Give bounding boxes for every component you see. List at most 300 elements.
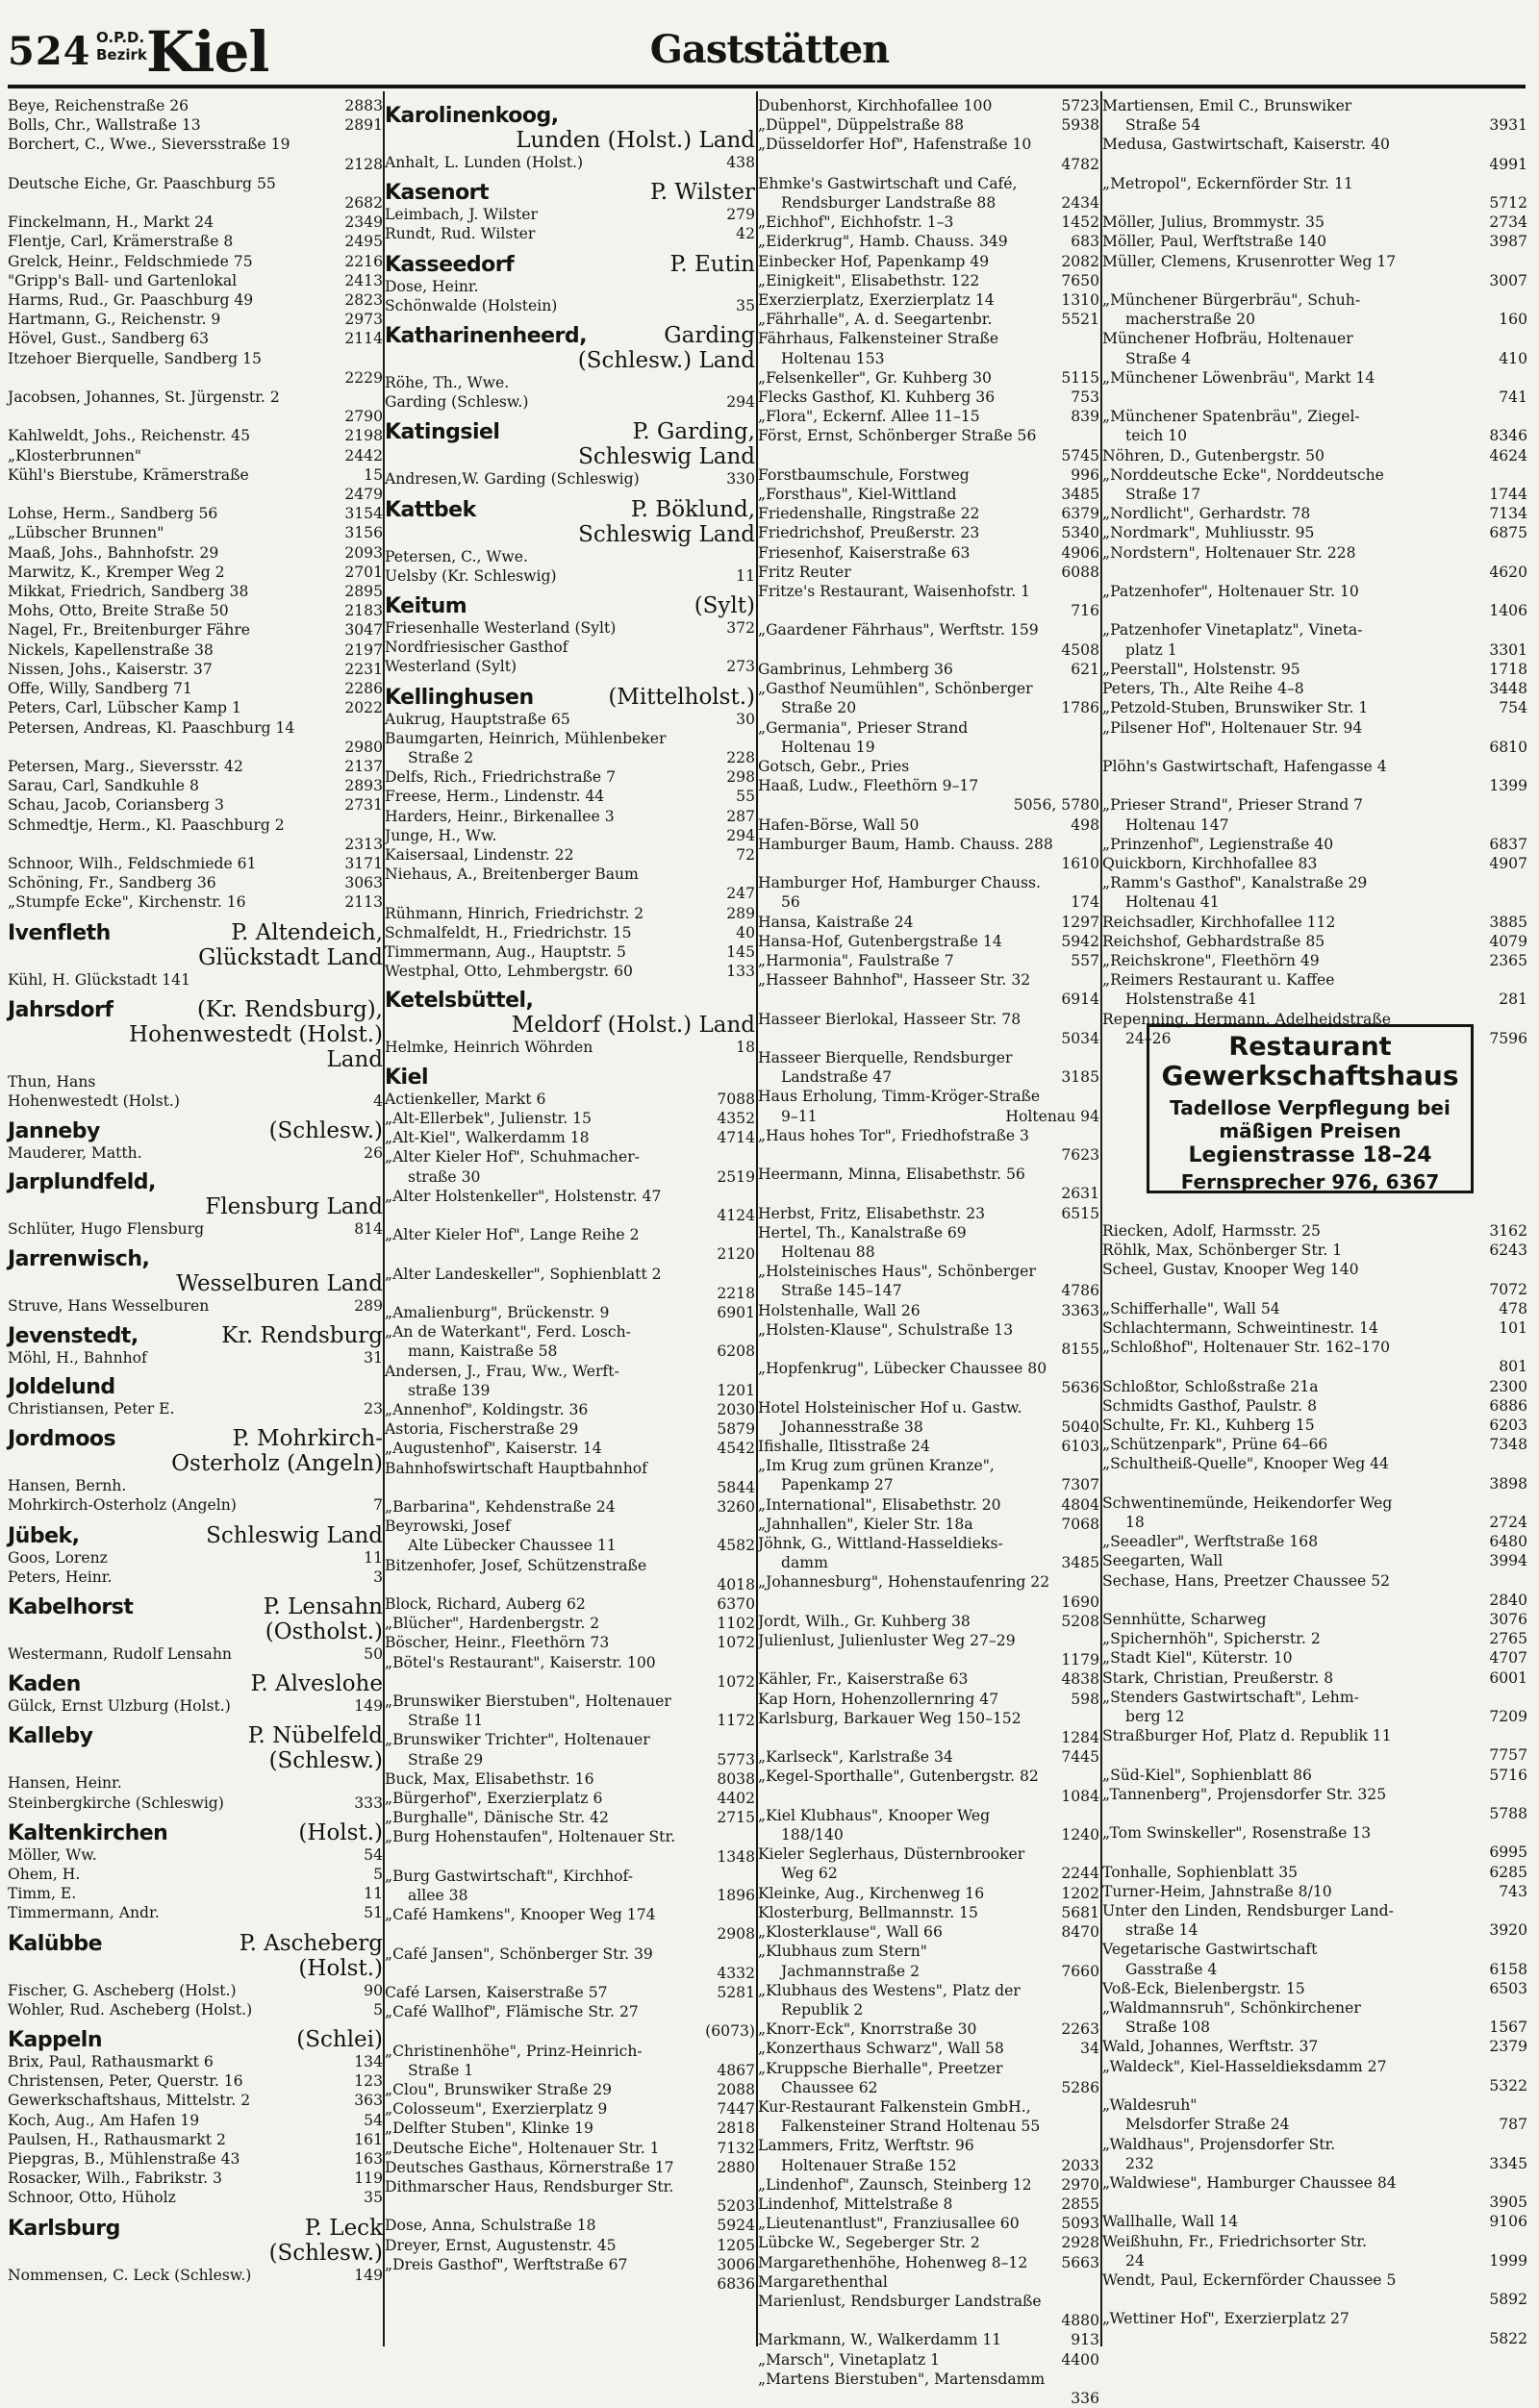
phone-number: 6836 xyxy=(717,2275,755,2294)
entry xyxy=(1102,660,1527,679)
entry-text: Rühmann, Hinrich, Friedrichstr. 2 xyxy=(385,904,644,922)
entry xyxy=(385,392,755,412)
entry-text: Peters, Carl, Lübscher Kamp 1 xyxy=(8,699,241,717)
entry-text: Timmermann, Aug., Hauptstr. 5 xyxy=(385,943,626,962)
phone-number: 1084 xyxy=(1061,1787,1099,1805)
phone-number: 1690 xyxy=(1061,1593,1099,1611)
entry xyxy=(385,1322,755,1342)
entry xyxy=(1102,2309,1527,2328)
entry xyxy=(1102,174,1527,193)
phone-number: 2113 xyxy=(344,893,383,912)
entry xyxy=(1102,1454,1527,1473)
entry xyxy=(8,1696,383,1716)
place-heading xyxy=(8,1523,383,1548)
entry-text: „An de Waterkant", Ferd. Losch- xyxy=(385,1323,631,1342)
entry-text: Friesenhalle Westerland (Sylt) xyxy=(385,619,617,638)
entry-text: Garding (Schlesw.) xyxy=(385,393,529,412)
phone-number: 4018 xyxy=(717,1575,755,1593)
entry xyxy=(385,1653,755,1672)
phone-number: 1452 xyxy=(1061,213,1099,232)
entry-text: Holtenauer Straße 152 xyxy=(781,2156,957,2174)
entry xyxy=(8,1845,383,1865)
phone-number: 4786 xyxy=(1061,1282,1099,1300)
entry-text: Brix, Paul, Rathausmarkt 6 xyxy=(8,2053,214,2070)
entry xyxy=(1102,1532,1527,1551)
entry-text: Westphal, Otto, Lehmbergstr. 60 xyxy=(385,963,633,981)
place-name: Kiel xyxy=(385,1065,429,1090)
entry-text: „Lübscher Brunnen" xyxy=(8,524,164,542)
place-heading xyxy=(385,104,755,128)
entry xyxy=(758,135,1099,154)
phone-number: 7660 xyxy=(1061,1962,1099,1980)
place-heading xyxy=(8,2027,383,2052)
place-subtitle: P. Alveslohe xyxy=(250,1671,383,1697)
phone-number: 3363 xyxy=(1061,1301,1099,1319)
entry-text: Hansa, Kaistraße 24 xyxy=(758,913,914,931)
phone-number: 5712 xyxy=(1489,194,1527,213)
phone-number: 4079 xyxy=(1489,932,1527,950)
phone-number: 1172 xyxy=(717,1712,755,1730)
entry-text: Schnoor, Wilh., Feldschmiede 61 xyxy=(8,854,257,872)
entry-text: Block, Richard, Auberg 62 xyxy=(385,1594,586,1613)
entry xyxy=(385,1692,755,1711)
entry-text: Forstbaumschule, Forstweg xyxy=(758,465,970,484)
phone-number: 557 xyxy=(1071,951,1099,969)
entry xyxy=(385,904,755,923)
entry-text: „Martens Bierstuben", Martensdamm xyxy=(758,2370,1046,2388)
entry-text: Lindenhof, Mittelstraße 8 xyxy=(758,2195,953,2213)
entry xyxy=(385,638,755,657)
ad-heading: Restaurant xyxy=(1228,1032,1392,1062)
entry xyxy=(8,252,383,271)
directory-column-4 xyxy=(1102,96,1527,2351)
entry xyxy=(8,620,383,640)
entry xyxy=(758,2253,1099,2272)
entry xyxy=(1102,407,1527,426)
entry-text: „Im Krug zum grünen Kranze", xyxy=(758,1457,995,1475)
phone-number: 5716 xyxy=(1489,1766,1527,1784)
entry xyxy=(8,213,383,232)
entry-continuation xyxy=(1102,640,1527,660)
phone-number: 134 xyxy=(354,2053,383,2070)
phone-number: 996 xyxy=(1071,465,1099,484)
entry-text: Baumgarten, Heinrich, Mühlenbeker xyxy=(385,729,667,747)
entry xyxy=(385,2002,755,2021)
entry xyxy=(1102,795,1527,815)
phone-number: 6208 xyxy=(717,1342,755,1361)
phone-number: 2908 xyxy=(717,1925,755,1944)
entry-text: „Eiderkrug", Hamb. Chauss. 349 xyxy=(758,233,1008,251)
entry xyxy=(385,1944,755,1964)
entry xyxy=(1102,1823,1527,1843)
ad-tagline-2: mäßigen Preisen xyxy=(1219,1119,1401,1142)
phone-number: 3 xyxy=(373,1568,383,1586)
entry-text: „Münchener Bürgerbräu", Schuh- xyxy=(1102,291,1361,310)
entry-text: Gasstraße 4 xyxy=(1125,1960,1218,1978)
entry-text: „Nordstern", Holtenauer Str. 228 xyxy=(1102,543,1356,562)
phone-number: 5723 xyxy=(1061,97,1099,114)
entry xyxy=(8,1143,383,1163)
place-name: Janneby xyxy=(8,1119,100,1144)
entry-text: „Nordlicht", Gerhardstr. 78 xyxy=(1102,505,1311,523)
phone-number: 5844 xyxy=(717,1478,755,1496)
phone-number: 6158 xyxy=(1489,1960,1527,1978)
entry xyxy=(758,1922,1099,1942)
entry-text: „Eichhof", Eichhofstr. 1–3 xyxy=(758,213,954,232)
entry xyxy=(758,1515,1099,1534)
place-heading xyxy=(8,1671,383,1696)
phone-number: 6810 xyxy=(1489,738,1527,756)
place-name: Karlsburg xyxy=(8,2216,120,2241)
entry xyxy=(8,1773,383,1793)
entry-text: Haus Erholung, Timm-Kröger-Straße xyxy=(758,1088,1041,1106)
entry-text: Möller, Ww. xyxy=(8,1845,97,1864)
phone-number: 1399 xyxy=(1489,777,1527,795)
entry xyxy=(758,1087,1099,1106)
phone-number: 5681 xyxy=(1061,1903,1099,1921)
phone-number: 3931 xyxy=(1489,116,1527,135)
phone-number: 294 xyxy=(726,393,755,412)
entry-continuation xyxy=(1102,115,1527,135)
phone-number: 3920 xyxy=(1489,1921,1527,1940)
phone-number: 2120 xyxy=(717,1245,755,1264)
entry-text: „Klubhaus zum Stern" xyxy=(758,1943,927,1961)
place-heading xyxy=(385,419,755,444)
phone-number: 3994 xyxy=(1489,1552,1527,1570)
phone-number: 598 xyxy=(1071,1690,1099,1708)
phone-number: 5281 xyxy=(717,1984,755,2002)
entry xyxy=(385,1730,755,1749)
entry-text: „Blücher", Hardenbergstr. 2 xyxy=(385,1615,600,1633)
phone-number: 5938 xyxy=(1061,116,1099,135)
phone-number: 2818 xyxy=(717,2120,755,2138)
entry-text: Dose, Heinr. xyxy=(385,277,479,295)
phone-number: 1284 xyxy=(1061,1729,1099,1747)
entry xyxy=(8,2091,383,2110)
entry-text: Riecken, Adolf, Harmsstr. 25 xyxy=(1102,1221,1321,1240)
entry-text: „Alt-Ellerbek", Julienstr. 15 xyxy=(385,1109,592,1127)
place-subtitle: Glückstadt Land xyxy=(198,944,383,970)
phone-number: 2765 xyxy=(1489,1630,1527,1648)
entry-text: Buck, Max, Elisabethstr. 16 xyxy=(385,1769,594,1788)
phone-number: 3898 xyxy=(1489,1474,1527,1492)
phone-number: 3260 xyxy=(717,1497,755,1516)
entry-text: „Gaardener Fährhaus", Werftstr. 159 xyxy=(758,621,1039,640)
entry-continuation xyxy=(1102,310,1527,329)
entry-text: Chaussee 62 xyxy=(781,2078,878,2096)
entry xyxy=(758,2292,1099,2311)
entry xyxy=(758,2330,1099,2349)
entry-text: „Alter Kieler Hof", Schuhmacher- xyxy=(385,1148,640,1166)
place-heading xyxy=(8,920,383,945)
entry xyxy=(758,1942,1099,1961)
entry-text: Maaß, Johs., Bahnhofstr. 29 xyxy=(8,543,219,562)
place-name: Jordmoos xyxy=(8,1427,116,1452)
entry-text: „Café Hamkens", Knooper Weg 174 xyxy=(385,1906,656,1924)
entry-text: „Burghalle", Dänische Str. 42 xyxy=(385,1809,609,1827)
phone-number: 5942 xyxy=(1061,932,1099,950)
place-heading xyxy=(8,1820,383,1845)
ad-tagline: Tadellose Verpflegung bei xyxy=(1170,1096,1451,1119)
entry-text: Gewerkschaftshaus, Mittelstr. 2 xyxy=(8,2092,251,2110)
entry-text: Hövel, Gust., Sandberg 63 xyxy=(8,330,210,348)
phone-number: 5203 xyxy=(717,2197,755,2216)
phone-number: 174 xyxy=(1071,893,1099,912)
phone-number: 4707 xyxy=(1489,1649,1527,1668)
entry-text: Böscher, Heinr., Fleethörn 73 xyxy=(385,1634,610,1652)
entry-text: Dubenhorst, Kirchhofallee 100 xyxy=(758,97,993,114)
entry xyxy=(758,1806,1099,1825)
entry-text: Wald, Johannes, Werftstr. 37 xyxy=(1102,2038,1319,2056)
entry-text: Mohrkirch-Osterholz (Angeln) xyxy=(8,1496,237,1515)
entry xyxy=(1102,1416,1527,1435)
entry-text: „Prinzenhof", Legienstraße 40 xyxy=(1102,835,1334,853)
entry xyxy=(758,271,1099,290)
phone-number: 754 xyxy=(1499,699,1527,717)
phone-number: 6914 xyxy=(1061,991,1099,1009)
phone-number: 2928 xyxy=(1061,2234,1099,2252)
entry-text: Dreyer, Ernst, Augustenstr. 45 xyxy=(385,2236,617,2254)
entry-text: Harders, Heinr., Birkenallee 3 xyxy=(385,807,615,825)
entry xyxy=(385,923,755,942)
entry-text: „Karlseck", Karlstraße 34 xyxy=(758,1748,953,1767)
entry xyxy=(758,2175,1099,2195)
phone-number: 26 xyxy=(364,1144,383,1163)
phone-number: 5286 xyxy=(1061,2078,1099,2096)
entry xyxy=(8,2149,383,2169)
entry-text: Münchener Hofbräu, Holtenauer xyxy=(1102,330,1353,348)
entry xyxy=(385,224,755,243)
place-subtitle: P. Garding, xyxy=(632,419,755,445)
place-heading xyxy=(8,2216,383,2241)
entry-text: 9–11 xyxy=(781,1107,818,1125)
phone-number: 2093 xyxy=(344,543,383,562)
place-subtitle: (Holst.) xyxy=(298,1819,383,1845)
entry xyxy=(758,1456,1099,1475)
ad-address: Legienstrasse 18–24 xyxy=(1188,1143,1432,1167)
phone-number: 5924 xyxy=(717,2217,755,2235)
place-subtitle: P. Eutin xyxy=(669,251,755,277)
entry-text: „Kegel-Sporthalle", Gutenbergstr. 82 xyxy=(758,1768,1039,1786)
phone-number: 621 xyxy=(1071,660,1099,678)
entry-text: Hamburger Hof, Hamburger Chauss. xyxy=(758,874,1041,892)
phone-number: 7348 xyxy=(1489,1436,1527,1454)
phone-number: 35 xyxy=(364,2189,383,2207)
phone-number: 149 xyxy=(354,1697,383,1716)
entry xyxy=(8,854,383,873)
phone-number: 2229 xyxy=(344,368,383,387)
entry-continuation xyxy=(758,1067,1099,1087)
phone-number: 2479 xyxy=(344,486,383,504)
entry xyxy=(8,2266,383,2285)
phone-number: 3885 xyxy=(1489,913,1527,931)
entry xyxy=(1102,2270,1527,2290)
phone-number: 5340 xyxy=(1061,524,1099,542)
entry xyxy=(758,582,1099,601)
phone-number: 101 xyxy=(1499,1318,1527,1337)
phone-number: 3007 xyxy=(1489,271,1527,289)
entry xyxy=(8,718,383,738)
phone-number: 2880 xyxy=(717,2158,755,2176)
place-name: Katingsiel xyxy=(385,420,500,445)
phone-number: 15 xyxy=(364,465,383,484)
entry-text: „Harmonia", Faulstraße 7 xyxy=(758,951,954,969)
entry xyxy=(8,135,383,154)
entry xyxy=(385,547,755,566)
phone-number: 2137 xyxy=(344,757,383,775)
entry xyxy=(8,1495,383,1515)
entry-text: „Alt-Kiel", Walkerdamm 18 xyxy=(385,1129,590,1147)
phone-number: 2033 xyxy=(1061,2156,1099,2174)
entry-text: Lübcke W., Segeberger Str. 2 xyxy=(758,2234,980,2252)
entry-text: „Haus hohes Tor", Friedhofstraße 3 xyxy=(758,1126,1029,1144)
place-name: Kabelhorst xyxy=(8,1594,134,1619)
phone-number: 4867 xyxy=(717,2061,755,2079)
phone-number: 7307 xyxy=(1061,1476,1099,1494)
entry xyxy=(758,1126,1099,1145)
place-subtitle: (Schlesw.) xyxy=(268,2240,383,2266)
phone-number: 5093 xyxy=(1061,2215,1099,2233)
directory-column-1 xyxy=(8,96,383,2351)
entry-text: „Spichernhöh", Spicherstr. 2 xyxy=(1102,1630,1321,1648)
entry xyxy=(1102,620,1527,640)
place-subtitle: P. Mohrkirch- xyxy=(232,1426,383,1452)
place-heading xyxy=(8,1118,383,1143)
entry xyxy=(758,913,1099,932)
phone-number: 5663 xyxy=(1061,2253,1099,2271)
entry-text: Mikkat, Friedrich, Sandberg 38 xyxy=(8,583,249,601)
place-subtitle: P. Böklund, xyxy=(630,496,755,522)
phone-number: 281 xyxy=(1499,991,1527,1009)
phone-number: 5745 xyxy=(1061,446,1099,464)
entry-text: Helmke, Heinrich Wöhrden xyxy=(385,1039,593,1057)
entry-text: Mauderer, Matth. xyxy=(8,1144,142,1163)
phone-number: 145 xyxy=(726,943,755,962)
entry-text: Straße 1 xyxy=(408,2061,474,2079)
phone-number: 4124 xyxy=(717,1206,755,1224)
entry-text: Rendsburger Landstraße 88 xyxy=(781,194,997,213)
entry xyxy=(758,504,1099,523)
entry-text: „Stadt Kiel", Küterstr. 10 xyxy=(1102,1649,1293,1668)
entry-continuation xyxy=(758,1962,1099,1981)
entry-text: Kähler, Fr., Kaiserstraße 63 xyxy=(758,1670,969,1689)
entry-text: „Reichskrone", Fleethörn 49 xyxy=(1102,951,1320,969)
phone-number: 2082 xyxy=(1061,252,1099,270)
entry-text: Schnoor, Otto, Hüholz xyxy=(8,2189,176,2207)
entry-text: „International", Elisabethstr. 20 xyxy=(758,1495,1001,1514)
entry xyxy=(385,153,755,172)
entry-text: platz 1 xyxy=(1125,640,1177,659)
entry-text: Lohse, Herm., Sandberg 56 xyxy=(8,505,218,523)
entry-text: „Marsch", Vinetaplatz 1 xyxy=(758,2350,941,2369)
entry-text: Bolls, Chr., Wallstraße 13 xyxy=(8,116,201,135)
phone-number: 2682 xyxy=(344,194,383,213)
entry-text: „Lieutenantlust", Franziusallee 60 xyxy=(758,2215,1020,2233)
entry-text: Rundt, Rud. Wilster xyxy=(385,225,536,243)
phone-number: 372 xyxy=(726,619,755,638)
entry-text: Fährhaus, Falkensteiner Straße xyxy=(758,330,999,348)
entry xyxy=(385,826,755,845)
phone-number: 1348 xyxy=(717,1847,755,1866)
entry-text: Hertel, Th., Kanalstraße 69 xyxy=(758,1223,967,1242)
phone-number: 2263 xyxy=(1061,2020,1099,2039)
entry-text: „Hasseer Bahnhof", Hasseer Str. 32 xyxy=(758,971,1031,990)
entry xyxy=(8,2130,383,2149)
entry-text: „Amalienburg", Brückenstr. 9 xyxy=(385,1303,610,1321)
city-title: Kiel xyxy=(146,19,269,85)
entry-text: Marienlust, Rendsburger Landstraße xyxy=(758,2292,1042,2310)
place-subtitle: P. Lensahn xyxy=(263,1593,383,1619)
entry xyxy=(1102,2135,1527,2154)
entry xyxy=(8,1548,383,1568)
entry xyxy=(1102,523,1527,542)
phone-number: 2495 xyxy=(344,233,383,251)
ad-phone: Fernsprecher 976, 6367 xyxy=(1180,1170,1440,1193)
entry-text: „Münchener Spatenbräu", Ziegel- xyxy=(1102,408,1360,426)
entry-text: Nöhren, D., Gutenbergstr. 50 xyxy=(1102,446,1325,464)
entry xyxy=(385,729,755,748)
place-heading xyxy=(8,1723,383,1748)
entry-text: Straße 20 xyxy=(781,699,857,717)
entry-text: Tonhalle, Sophienblatt 35 xyxy=(1102,1863,1299,1881)
entry-continuation xyxy=(758,2000,1099,2019)
entry xyxy=(385,2119,755,2138)
place-subtitle: P. Nübelfeld xyxy=(247,1723,383,1749)
entry xyxy=(385,1789,755,1808)
phone-number: 8155 xyxy=(1061,1341,1099,1358)
entry-text: „Kruppsche Bierhalle", Preetzer xyxy=(758,2059,1003,2077)
phone-number: 787 xyxy=(1499,2116,1527,2134)
phone-number: 2980 xyxy=(344,738,383,756)
entry-text: Friedrichshof, Preußerstr. 23 xyxy=(758,524,980,542)
phone-number: 814 xyxy=(354,1220,383,1239)
entry-text: Johannesstraße 38 xyxy=(781,1417,923,1436)
entry-text: „Schloßhof", Holtenauer Str. 162–170 xyxy=(1102,1339,1391,1357)
entry-text: „Tom Swinskeller", Rosenstraße 13 xyxy=(1102,1824,1372,1843)
entry xyxy=(385,787,755,806)
entry-text: 188/140 xyxy=(781,1826,844,1844)
phone-number: 2724 xyxy=(1489,1514,1527,1531)
entry xyxy=(385,2255,755,2274)
phone-number: 1406 xyxy=(1489,602,1527,620)
place-name: Kalübbe xyxy=(8,1931,103,1956)
page-header xyxy=(0,0,1539,91)
entry-text: Holtenau 41 xyxy=(1125,893,1220,912)
phone-number: 5322 xyxy=(1489,2076,1527,2094)
entry xyxy=(8,2000,383,2019)
place-subtitle: Schleswig Land xyxy=(206,1522,383,1548)
entry-text: „Fährhalle", A. d. Seegartenbr. xyxy=(758,311,993,329)
entry-text: Sarau, Carl, Sandkuhle 8 xyxy=(8,777,199,795)
phone-number: 50 xyxy=(364,1644,383,1663)
place-subtitle: Garding xyxy=(664,323,755,349)
entry-text: 24–26 xyxy=(1125,1029,1172,1047)
entry-text: Reichsadler, Kirchhofallee 112 xyxy=(1102,913,1336,931)
entry-text: Straße 145–147 xyxy=(781,1282,902,1300)
phone-number: 30 xyxy=(736,710,755,728)
phone-number: 2379 xyxy=(1489,2038,1527,2056)
phone-number: 3905 xyxy=(1489,2194,1527,2212)
phone-number: 35 xyxy=(736,296,755,314)
phone-number: 1072 xyxy=(717,1634,755,1652)
entry xyxy=(758,2019,1099,2039)
entry xyxy=(758,1010,1099,1029)
entry-text: Weißhuhn, Fr., Friedrichsorter Str. xyxy=(1102,2232,1367,2250)
entry xyxy=(385,1419,755,1439)
entry xyxy=(1102,2212,1527,2231)
entry xyxy=(758,1534,1099,1553)
phone-number: 7650 xyxy=(1061,271,1099,289)
